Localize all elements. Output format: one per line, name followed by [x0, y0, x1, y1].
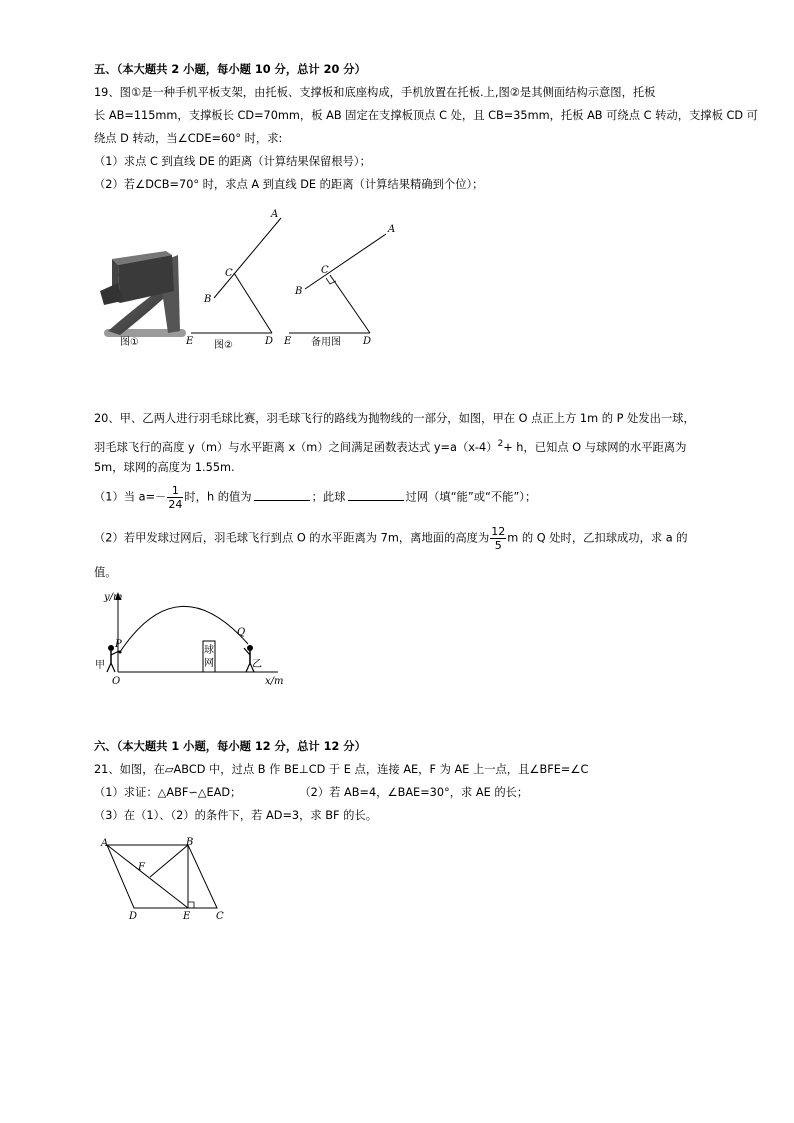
- q20-part2: （2）若甲发球过网后，羽毛球飞行到点 O 的水平距离为 7m，离地面的高度为 $\frac{12}{5}$ m 的 Q 处时，乙扣球成功，求 a 的: [94, 525, 688, 552]
- section-5-header: 五、（本大题共 2 小题，每小题 10 分，总计 20 分）: [94, 63, 366, 76]
- q19-line1: 19、图①是一种手机平板支架，由托板、支撑板和底座构成，手机放置在托板.上,图②是其侧面结构示意图，托板: [94, 86, 656, 99]
- q20-label-yi: 乙: [252, 659, 262, 670]
- fraction-1-24: $\frac{1}{24}$: [168, 484, 183, 511]
- q20-part1: （1）当 a=－ $\frac{1}{24}$ 时，h 的值为 ；此球 过网（填“能”或“不能”）；: [94, 484, 537, 511]
- q21-label-F: F: [138, 862, 145, 873]
- fig2-label-C: C: [225, 268, 233, 279]
- fraction-12-5: $\frac{12}{5}$: [491, 525, 506, 552]
- q19-part2: （2）若∠DCB=70° 时，求点 A 到直线 DE 的距离（计算结果精确到个位）；: [94, 178, 484, 191]
- q21-part1-2: （1）求证：△ABF∽△EAD； （2）若 AB=4，∠BAE=30°，求 AE 的长；: [94, 786, 529, 799]
- fig1-caption: 图①: [120, 337, 139, 348]
- q20-label-Q: Q: [237, 627, 246, 638]
- fig3-caption: 备用图: [311, 337, 341, 348]
- q20-origin-label: O: [112, 676, 121, 687]
- fig3-label-A: A: [388, 224, 396, 235]
- q20-net-label2: 网: [204, 658, 214, 669]
- q21-label-D: D: [129, 911, 138, 922]
- q21-part3: （3）在（1）、（2）的条件下，若 AD=3，求 BF 的长。: [94, 809, 378, 822]
- q19-line2: 长 AB=115mm，支撑板长 CD=70mm，板 AB 固定在支撑板顶点 C 处，且 CB=35mm，托板 AB 可绕点 C 转动，支撑板 CD 可: [94, 109, 758, 122]
- fig3-label-C: C: [321, 265, 329, 276]
- q20-net-label1: 球: [204, 645, 214, 656]
- q20-label-P: P: [115, 639, 122, 650]
- q20-line1: 20、甲、乙两人进行羽毛球比赛，羽毛球飞行的路线为抛物线的一部分，如图，甲在 O 点正上方 1m 的 P 处发出一球，: [94, 412, 695, 425]
- fig3-label-B: B: [295, 286, 303, 297]
- q20-part2-cont: 值。: [94, 566, 117, 579]
- q19-line3: 绕点 D 转动，当∠CDE=60° 时，求:: [94, 132, 283, 145]
- fig2-label-A: A: [271, 209, 279, 220]
- q21-label-A: A: [101, 838, 109, 849]
- q19-part1: （1）求点 C 到直线 DE 的距离（计算结果保留根号）；: [94, 155, 371, 168]
- q20-label-jia: 甲: [95, 660, 105, 671]
- q21-label-B: B: [186, 837, 194, 848]
- q21-label-C: C: [216, 911, 224, 922]
- fig2-label-E: E: [186, 336, 194, 347]
- section-6-header: 六、（本大题共 1 小题，每小题 12 分，总计 12 分）: [94, 740, 366, 753]
- fig3-label-D: D: [363, 336, 372, 347]
- fig2-label-D: D: [265, 336, 274, 347]
- q21-label-E: E: [183, 911, 191, 922]
- q20-x-axis-label: x/m: [265, 676, 284, 687]
- q20-line3: 5m，球网的高度为 1.55m.: [94, 461, 235, 474]
- q21-line1: 21、如图，在▱ABCD 中，过点 B 作 BE⊥CD 于 E 点，连接 AE，F 为 AE 上一点，且∠BFE=∠C: [94, 763, 589, 776]
- fig2-caption: 图②: [214, 340, 233, 351]
- fig2-label-B: B: [204, 294, 212, 305]
- q20-y-axis-label: y/m: [104, 592, 123, 603]
- q20-line2: 羽毛球飞行的高度 y（m）与水平距离 x（m）之间满足函数表达式 $y=a(x-4)^2+ h$，已知点 O 与球网的水平距离为: [94, 439, 687, 454]
- fig3-label-E: E: [284, 336, 292, 347]
